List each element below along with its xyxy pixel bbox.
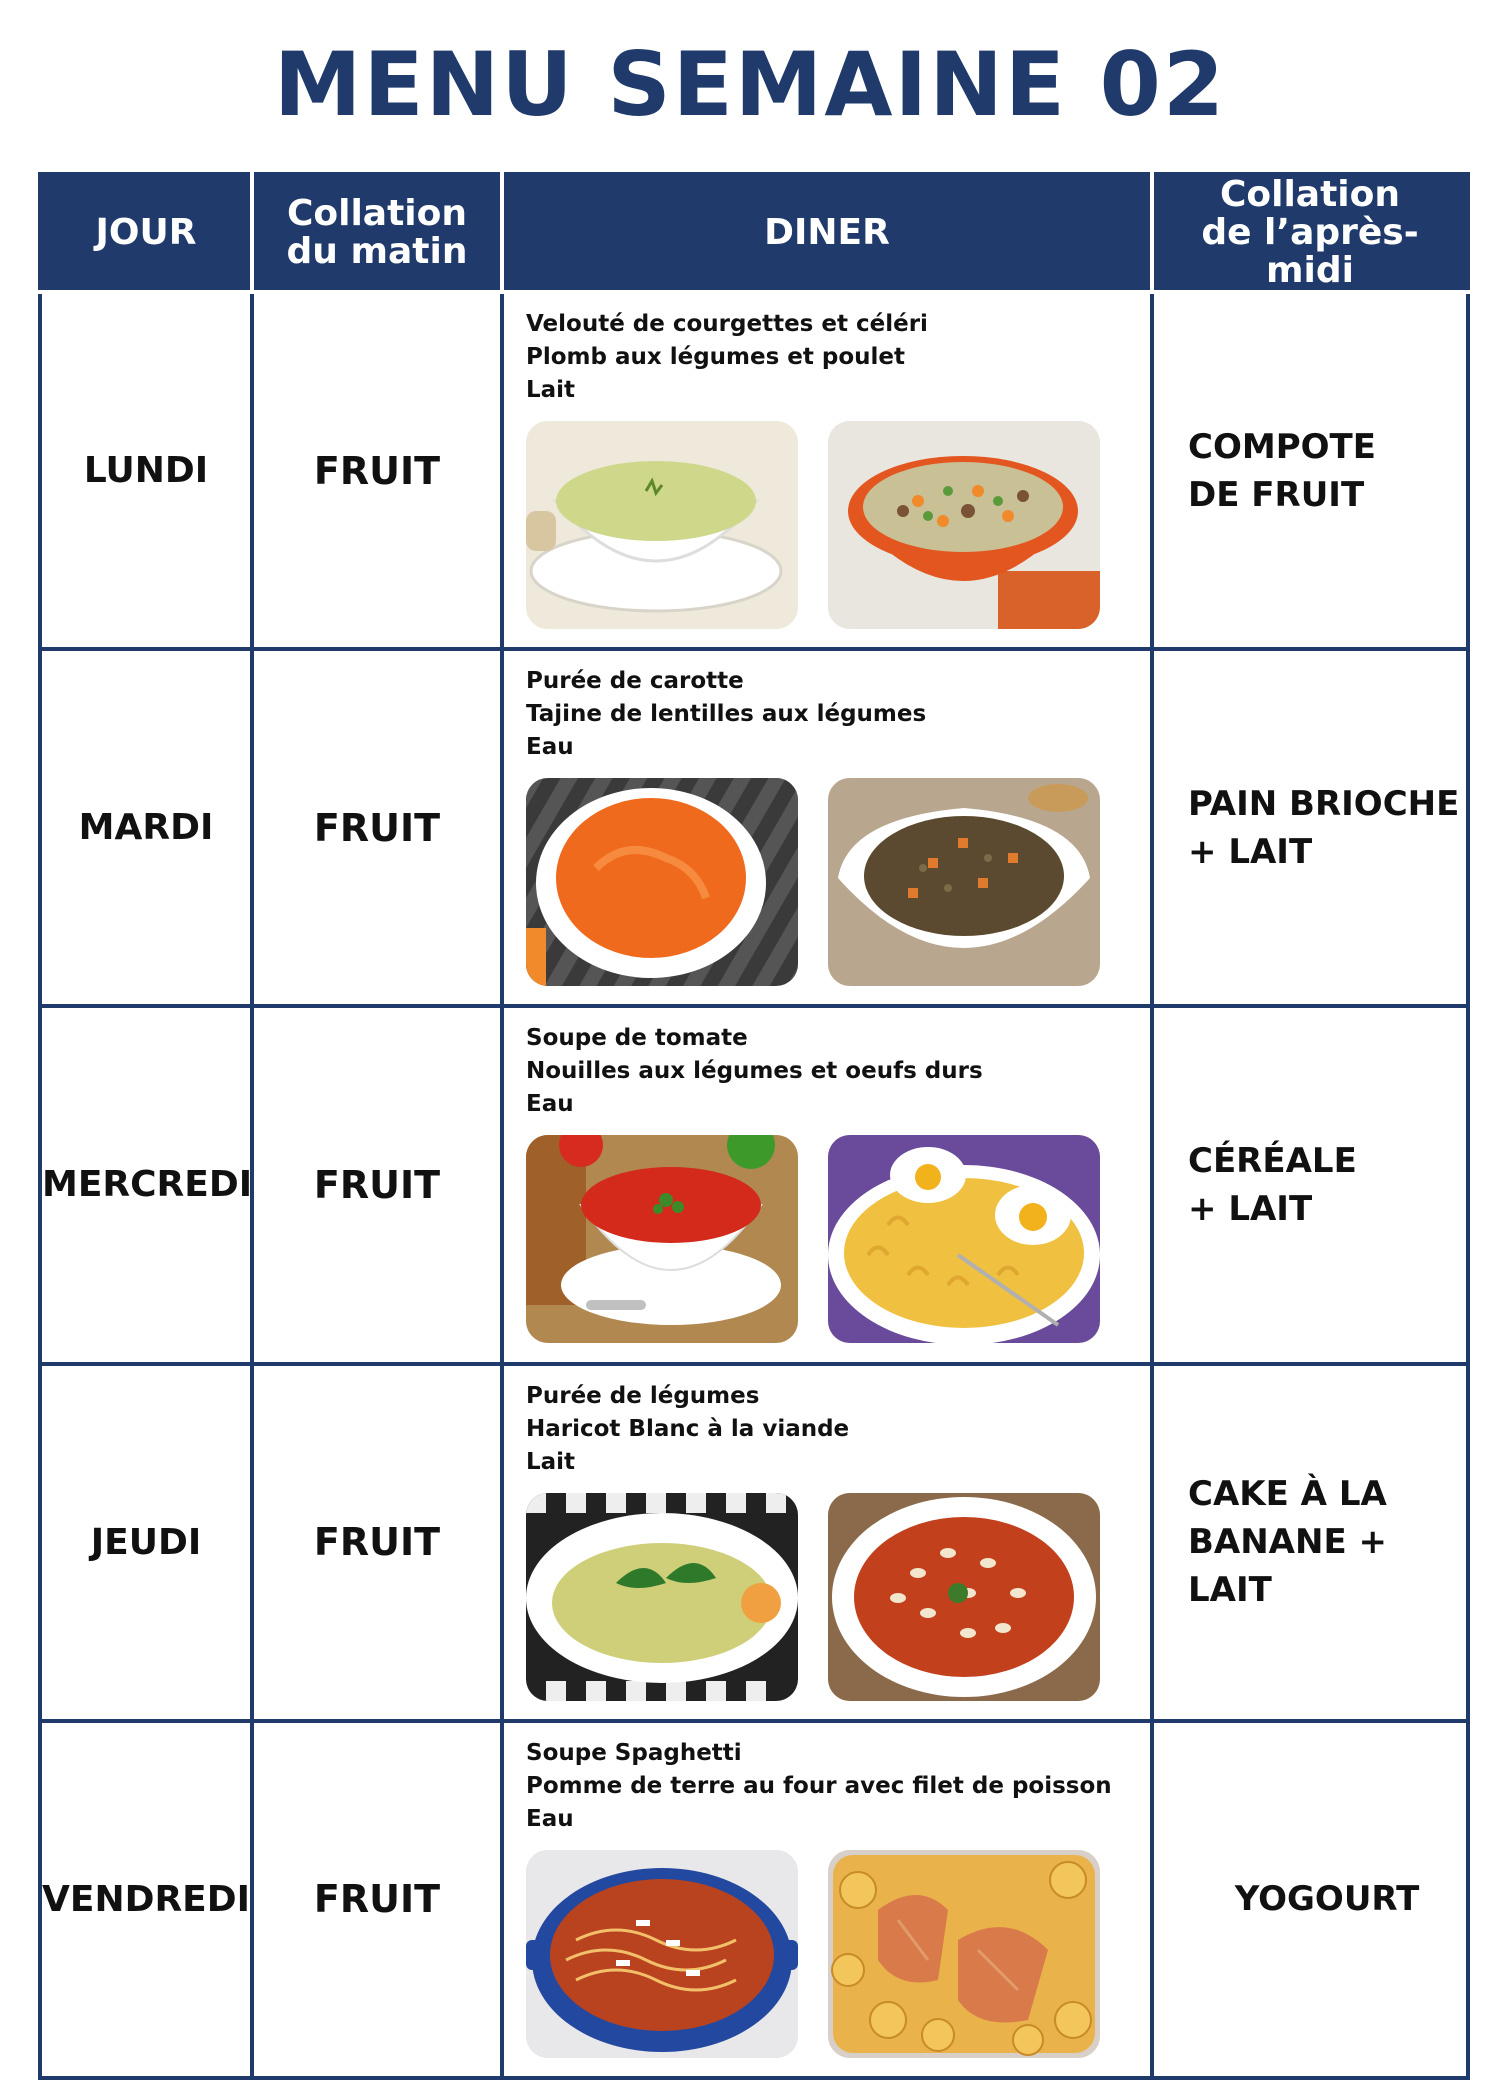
noodles-eggs-plate-image [828, 1135, 1100, 1343]
rice-vegetables-bowl-image [828, 421, 1100, 629]
afternoon-snack-line: + LAIT [1188, 1188, 1313, 1229]
dinner-dish: Haricot Blanc à la viande [526, 1415, 850, 1442]
afternoon-snack-cell [1152, 649, 1468, 1006]
afternoon-snack-line: YOGOURT [1234, 1879, 1420, 1920]
afternoon-snack-line: PAIN BRIOCHE [1188, 783, 1460, 824]
dinner-cell [502, 292, 1152, 649]
afternoon-snack-cell [1152, 1721, 1468, 2078]
afternoon-snack-cell [1152, 292, 1468, 649]
dinner-cell [502, 649, 1152, 1006]
afternoon-snack-cell [1152, 1364, 1468, 1721]
afternoon-snack-line: + LAIT [1188, 831, 1313, 872]
afternoon-snack-line: CÉRÉALE [1188, 1140, 1357, 1181]
table-row [40, 292, 1468, 649]
dish-photos [526, 778, 1132, 986]
dinner-dish: Soupe Spaghetti [526, 1739, 742, 1766]
dinner-cell [502, 1721, 1152, 2078]
dinner-dish-list [526, 1022, 1132, 1121]
dinner-dish-list [526, 1737, 1132, 1836]
page-title: MENU SEMAINE 02 [273, 33, 1227, 136]
dinner-dish-list [526, 1380, 1132, 1479]
dish-photos [526, 1493, 1132, 1701]
afternoon-snack-line: COMPOTE [1188, 426, 1376, 467]
dinner-dish: Pomme de terre au four avec filet de poisson [526, 1772, 1112, 1799]
header-morning-snack [252, 174, 502, 292]
morning-snack-cell: FRUIT [252, 1364, 502, 1721]
weekly-menu-table [38, 172, 1470, 2080]
vegetable-puree-plate-image [526, 1493, 798, 1701]
white-beans-bowl-image [828, 1493, 1100, 1701]
day-cell: MARDI [40, 649, 252, 1006]
day-cell: MERCREDI [40, 1006, 252, 1363]
morning-snack-cell: FRUIT [252, 649, 502, 1006]
dinner-dish-list [526, 308, 1132, 407]
table-row [40, 1006, 1468, 1363]
header-day: JOUR [40, 174, 252, 292]
dinner-dish: Purée de légumes [526, 1382, 760, 1409]
day-cell: VENDREDI [40, 1721, 252, 2078]
header-dinner: DINER [502, 174, 1152, 292]
baked-potatoes-fish-image [828, 1850, 1100, 2058]
table-row [40, 649, 1468, 1006]
dinner-dish: Eau [526, 1091, 574, 1118]
dinner-cell [502, 1364, 1152, 1721]
morning-snack-cell: FRUIT [252, 1721, 502, 2078]
dinner-dish: Eau [526, 734, 574, 761]
dish-photos [526, 1135, 1132, 1343]
tomato-soup-bowl-image [526, 1135, 798, 1343]
dinner-dish: Velouté de courgettes et céléri [526, 311, 928, 337]
dinner-dish: Purée de carotte [526, 668, 744, 695]
header-afternoon-snack [1152, 174, 1468, 292]
morning-snack-cell: FRUIT [252, 292, 502, 649]
dinner-dish: Lait [526, 1448, 576, 1475]
dinner-dish: Nouilles aux légumes et oeufs durs [526, 1058, 983, 1085]
table-header-row [40, 174, 1468, 292]
dinner-dish: Eau [526, 1805, 574, 1832]
day-cell: JEUDI [40, 1364, 252, 1721]
spaghetti-soup-pot-image [526, 1850, 798, 2058]
dinner-cell [502, 1006, 1152, 1363]
table-row [40, 1721, 1468, 2078]
afternoon-snack-line: CAKE À LA [1188, 1474, 1387, 1515]
morning-snack-cell: FRUIT [252, 1006, 502, 1363]
day-cell: LUNDI [40, 292, 252, 649]
header-morning-label: Collation du matin [286, 193, 468, 272]
dinner-dish: Soupe de tomate [526, 1025, 748, 1052]
dinner-dish-list [526, 665, 1132, 764]
afternoon-snack-line: BANANE + LAIT [1188, 1522, 1388, 1611]
header-afternoon-label: Collation de l’après-midi [1201, 174, 1419, 291]
table-row [40, 1364, 1468, 1721]
dish-photos [526, 1850, 1132, 2058]
lentil-tajine-bowl-image [828, 778, 1100, 986]
dinner-dish: Tajine de lentilles aux légumes [526, 701, 927, 728]
afternoon-snack-cell [1152, 1006, 1468, 1363]
dish-photos [526, 421, 1132, 629]
dinner-dish: Lait [526, 377, 576, 403]
carrot-puree-bowl-image [526, 778, 798, 986]
afternoon-snack-line: DE FRUIT [1188, 474, 1365, 515]
green-soup-bowl-image [526, 421, 798, 629]
menu-body [40, 292, 1468, 2078]
dinner-dish: Plomb aux légumes et poulet [526, 344, 906, 370]
